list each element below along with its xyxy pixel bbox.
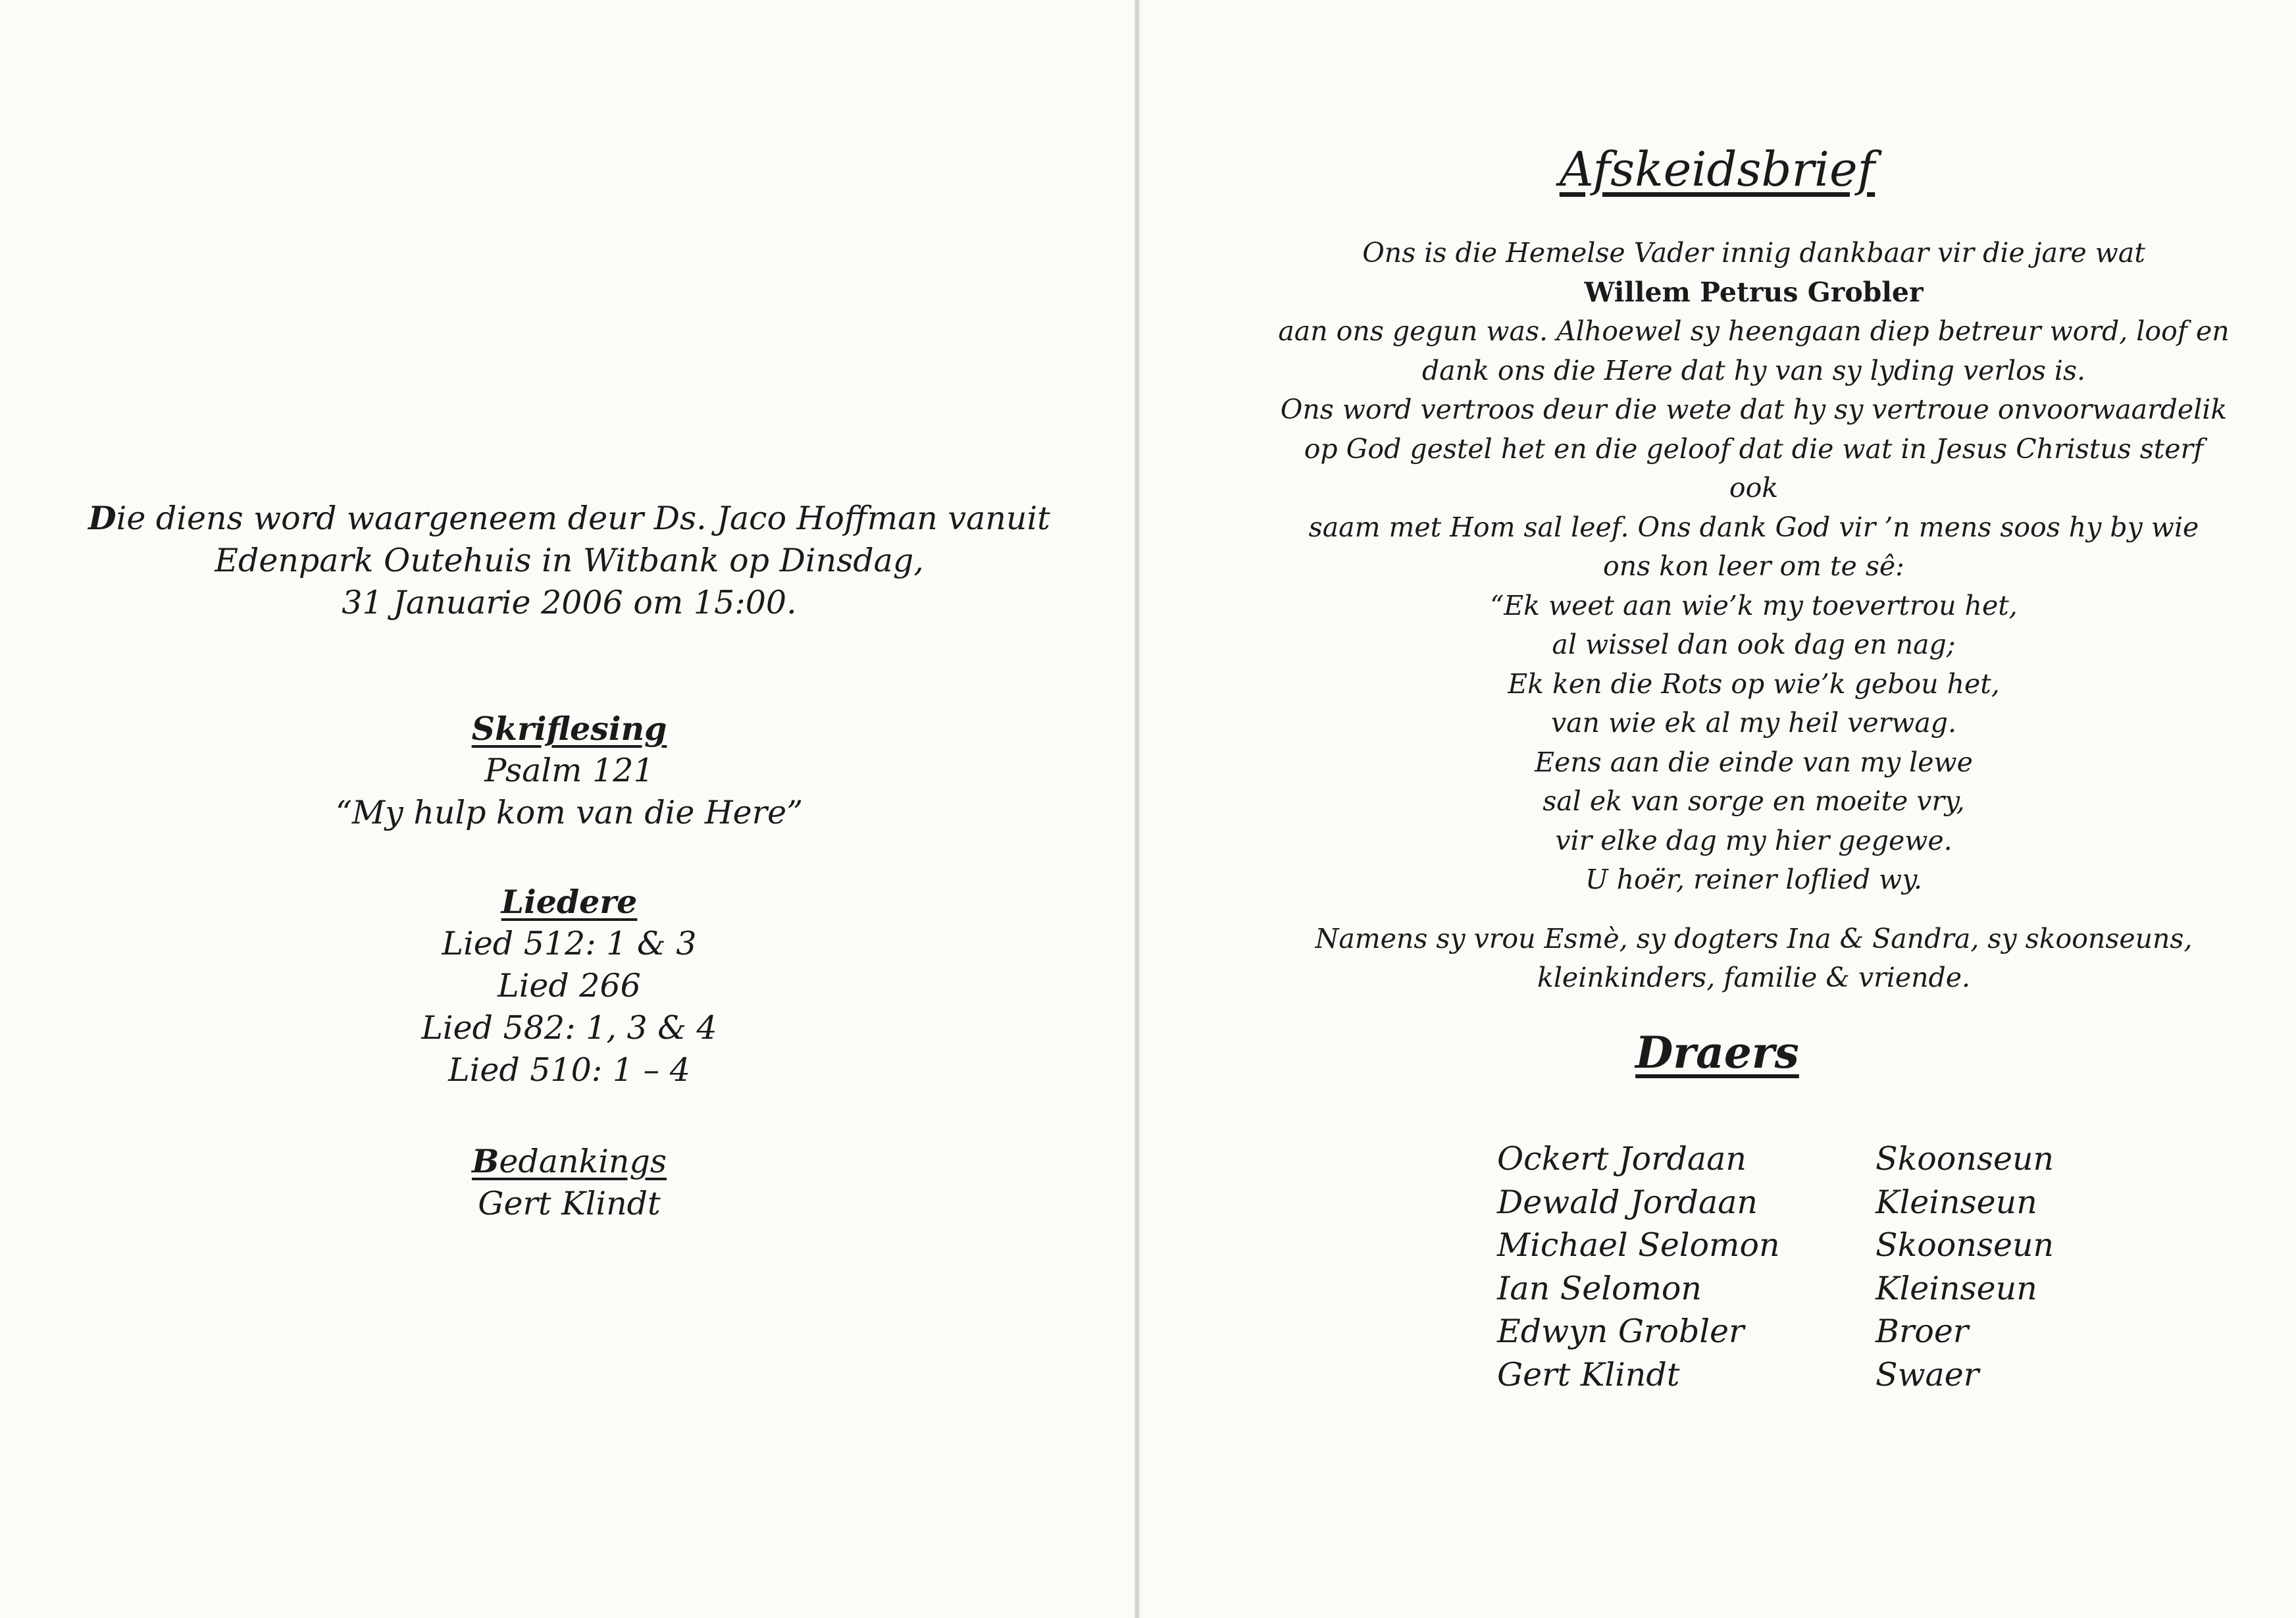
page-fold (1135, 0, 1140, 1618)
scripture-line: Psalm 121 (484, 752, 654, 789)
deceased-name: Willem Petrus Grobler (1584, 276, 1924, 308)
poem-line: “Ek weet aan wie’k my toevertrou het, (1490, 589, 2018, 621)
poem-line: U hoër, reiner loflied wy. (1585, 864, 1923, 895)
closing-line: kleinkinders, familie & vriende. (1537, 962, 1971, 993)
letter-line: dank ons die Here dat hy van sy lyding verlos is. (1421, 354, 2086, 386)
bearer-relation: Skoonseun (1875, 1140, 2054, 1178)
letter-line: Ons is die Hemelse Vader innig dankbaar vir die jare wat (1362, 237, 2145, 269)
bearer-name: Ockert Jordaan (1497, 1140, 1747, 1178)
poem-line: van wie ek al my heil verwag. (1550, 707, 1957, 739)
bearer-relation: Kleinseun (1875, 1269, 2037, 1307)
service-line-3: 31 Januarie 2006 om 15:00. (342, 584, 797, 621)
hymn-line: Lied 512: 1 & 3 (442, 925, 697, 962)
bearer-relation: Kleinseun (1875, 1183, 2037, 1221)
service-dropcap: D (88, 499, 116, 537)
poem-line: Ek ken die Rots op wie’k gebou het, (1508, 667, 2000, 700)
scripture-section (132, 708, 1007, 834)
thanks-line: Gert Klindt (478, 1185, 661, 1222)
service-details (66, 497, 1073, 624)
bearer-row (1497, 1224, 2139, 1267)
hymns-section (132, 881, 1007, 1091)
bearer-relation: Broer (1875, 1313, 1969, 1350)
service-line-2: Edenpark Outehuis in Witbank op Dinsdag, (215, 542, 924, 579)
bearers-title: Draers (1635, 1027, 1799, 1078)
poem-line: vir elke dag my hier gegewe. (1555, 824, 1952, 856)
farewell-letter (1277, 234, 2231, 998)
bearer-row (1497, 1353, 2139, 1397)
poem-line: al wissel dan ook dag en nag; (1552, 629, 1956, 660)
thanks-section (132, 1140, 1007, 1225)
bearer-row (1497, 1267, 2139, 1311)
spacer (1277, 900, 2231, 920)
thanks-heading: Bedankings (472, 1142, 667, 1180)
hymn-line: Lied 266 (497, 967, 641, 1005)
hymn-line: Lied 510: 1 – 4 (448, 1051, 690, 1089)
scripture-heading: Skriflesing (471, 710, 667, 748)
bearer-name: Michael Selomon (1497, 1226, 1780, 1264)
bearer-relation: Swaer (1875, 1355, 1979, 1394)
service-line-1: Die diens word waargeneem deur Ds. Jaco Hoffman vanuit (88, 499, 1050, 537)
letter-line: op God gestel het en die geloof dat die wat in Jesus Christus sterf ook (1304, 432, 2204, 504)
scripture-line: “My hulp kom van die Here” (335, 794, 804, 831)
letter-title: Afskeidsbrief (1559, 142, 1875, 197)
closing-line: Namens sy vrou Esmè, sy dogters Ina & Sandra, sy skoonseuns, (1315, 922, 2193, 954)
bearer-name: Ian Selomon (1497, 1269, 1702, 1307)
poem-line: Eens aan die einde van my lewe (1535, 746, 1973, 778)
bearer-row (1497, 1310, 2139, 1353)
hymns-heading: Liedere (501, 883, 638, 921)
bearer-relation: Skoonseun (1875, 1226, 2054, 1264)
letter-line: aan ons gegun was. Alhoewel sy heengaan diep betreur word, loof en (1278, 315, 2230, 347)
letter-line: Ons word vertroos deur die wete dat hy sy vertroue onvoorwaardelik (1280, 394, 2228, 425)
letter-line: ons kon leer om te sê: (1603, 550, 1904, 582)
bearer-row (1497, 1137, 2139, 1181)
bearer-name: Edwyn Grobler (1497, 1313, 1745, 1350)
bearers-list (1497, 1137, 2139, 1396)
bearer-row (1497, 1181, 2139, 1224)
bearer-name: Dewald Jordaan (1497, 1183, 1758, 1221)
poem-line: sal ek van sorge en moeite vry, (1543, 785, 1965, 817)
hymn-line: Lied 582: 1, 3 & 4 (421, 1009, 717, 1047)
bearer-name: Gert Klindt (1497, 1355, 1680, 1394)
letter-line: saam met Hom sal leef. Ons dank God vir ’n mens soos hy by wie (1308, 511, 2199, 543)
